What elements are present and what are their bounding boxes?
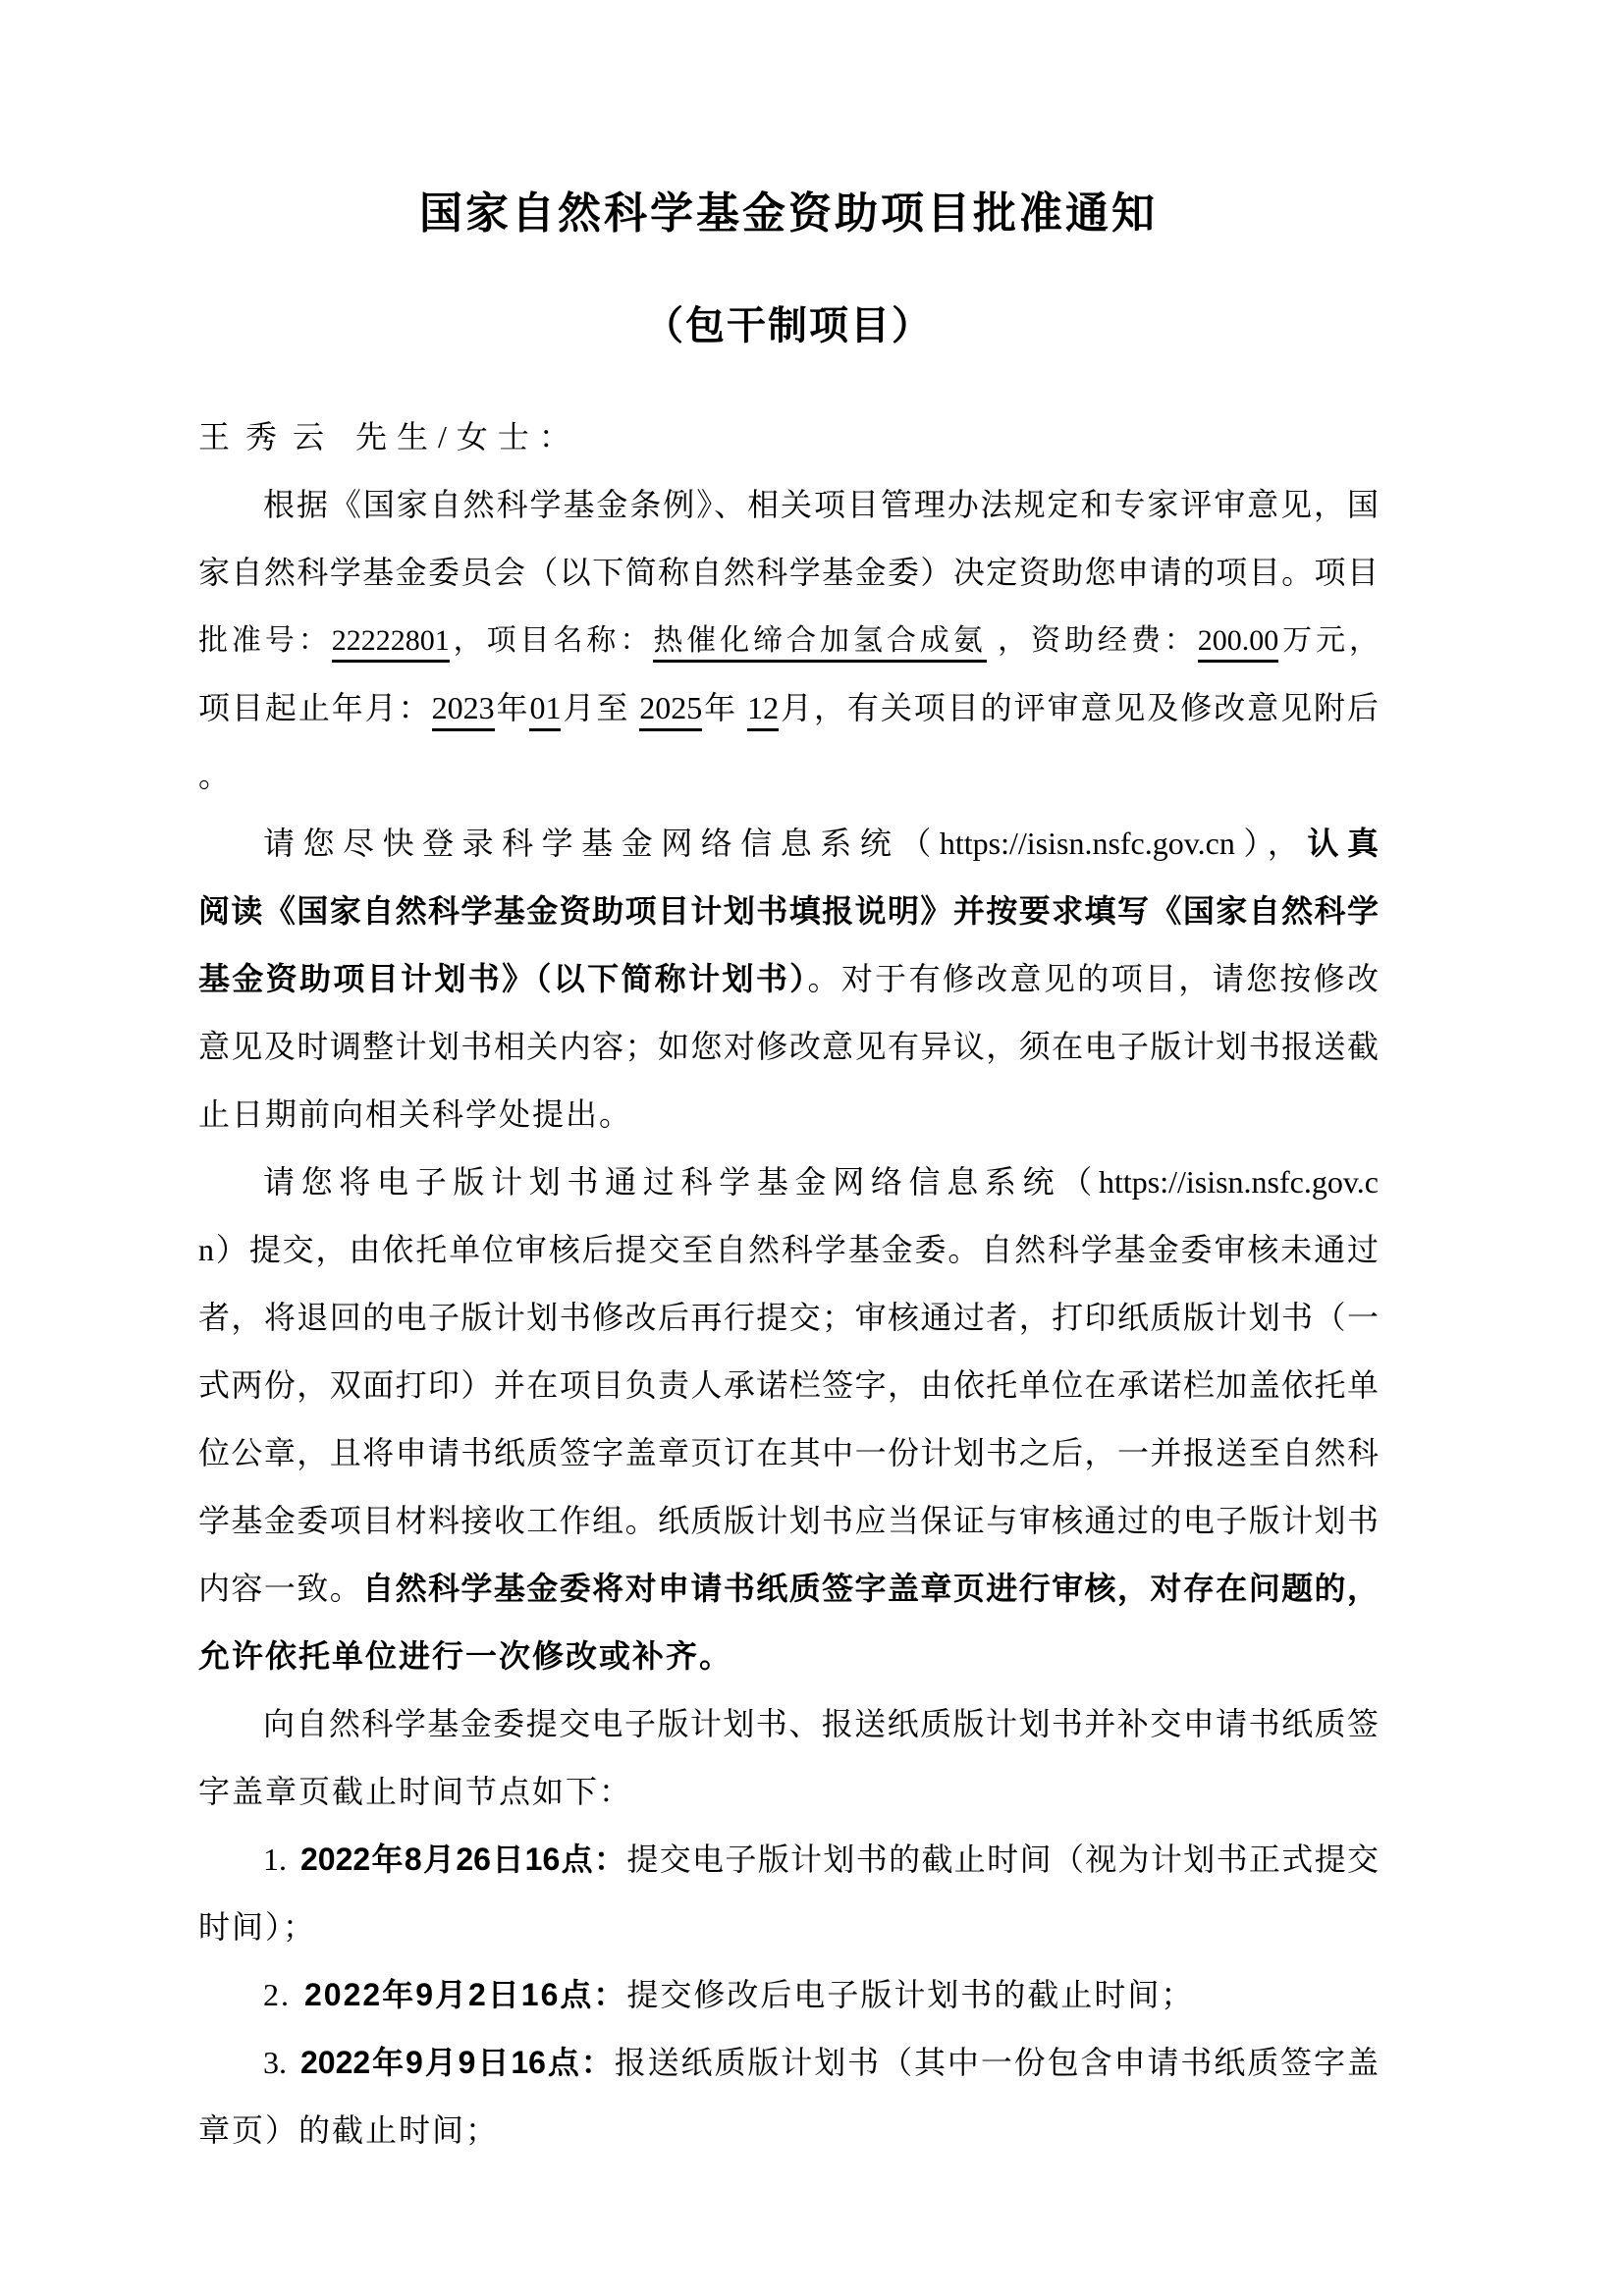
item-3-text: 报送纸质版计划书（其中一份包含申请书纸质签字盖 (614, 2045, 1379, 2080)
paragraph3-line5: 位公章，且将申请书纸质签字盖章页订在其中一份计划书之后，一并报送至自然科 (198, 1435, 1379, 1470)
item-1-date: 2022年8月26日16点： (300, 1842, 627, 1877)
review-warning-bold-text: 自然科学基金委将对申请书纸质签字盖章页进行审核，对存在问题的， (362, 1571, 1379, 1606)
paragraph1-line1: 根据《国家自然科学基金条例》、相关项目管理办法规定和专家评审意见，国 (263, 487, 1379, 522)
paragraph1-line5: 。 (198, 758, 233, 793)
paragraph3-line4: 式两份，双面打印）并在项目负责人承诺栏签字，由依托单位在承诺栏加盖依托单 (198, 1367, 1379, 1403)
item-2-text: 提交修改后电子版计划书的截止时间； (626, 1977, 1195, 2012)
item-3-date: 2022年9月9日16点： (300, 2045, 615, 2080)
deadline-item-3 (198, 2029, 1379, 2097)
paragraph2-line3 (198, 945, 1379, 1013)
paragraph4-line2: 字盖章页截止时间节点如下： (198, 1774, 633, 1809)
recipient-name: 王秀云 (198, 419, 341, 454)
year-char: 年 (494, 690, 530, 725)
paragraph1-line2: 家自然科学基金委员会（以下简称自然科学基金委）决定资助您申请的项目。项目 (198, 555, 1379, 590)
end-year-value: 2025 (639, 690, 702, 731)
item-2-date: 2022年9月2日16点： (304, 1977, 627, 2012)
paragraph2-line5: 止日期前向相关科学处提出。 (198, 1096, 633, 1132)
start-month-value: 01 (529, 690, 561, 731)
document-subtitle: （包干制项目） (644, 304, 933, 347)
project-name-value: 热催化缔合加氢合成氨 (653, 624, 986, 663)
approval-no-label: 批准号： (198, 624, 332, 657)
salutation-suffix: 先生/女士： (355, 419, 580, 454)
item-1-text: 提交电子版计划书的截止时间（视为计划书正式提交 (626, 1842, 1379, 1877)
funding-unit: 万元， (1278, 624, 1380, 657)
paragraph4-line1: 向自然科学基金委提交电子版计划书、报送纸质版计划书并补交申请书纸质签 (263, 1706, 1379, 1741)
year-char-2: 年 (702, 690, 748, 725)
item-3-number: 3. (263, 2045, 287, 2080)
paragraph2-line1 (198, 810, 1379, 878)
deadline-item-2 (198, 1961, 1379, 2029)
paragraph3-line2: n）提交，由依托单位审核后提交至自然科学基金委。自然科学基金委审核未通过 (198, 1232, 1379, 1267)
paragraph3-line3: 者，将退回的电子版计划书修改后再行提交；审核通过者，打印纸质版计划书（一 (198, 1300, 1379, 1335)
document-title: 国家自然科学基金资助项目批准通知 (419, 189, 1158, 238)
paragraph3-line6: 学基金委项目材料接收工作组。纸质版计划书应当保证与审核通过的电子版计划书 (198, 1503, 1379, 1538)
end-month-value: 12 (747, 690, 779, 731)
project-name-label: ，项目名称： (449, 624, 654, 657)
paragraph3-line1: 请您将电子版计划书通过科学基金网络信息系统（https://isisn.nsfc.gov.c (263, 1164, 1379, 1200)
login-system-text: 请您尽快登录科学基金网络信息系统（https://isisn.nsfc.gov.cn）， (263, 826, 1308, 861)
content-consistent-text: 内容一致。 (198, 1571, 363, 1606)
paragraph2-line4: 意见及时调整计划书相关内容；如您对修改意见有异议，须在电子版计划书报送截 (198, 1029, 1379, 1064)
deadline-item-3-continuation: 章页）的截止时间； (198, 2112, 500, 2148)
deadline-item-1 (198, 1826, 1379, 1894)
paragraph3-line8: 允许依托单位进行一次修改或补齐。 (198, 1638, 733, 1674)
plan-book-bold-text: 基金资助项目计划书》（以下简称计划书） (198, 961, 808, 996)
deadline-item-1-continuation: 时间）； (198, 1909, 317, 1945)
emphasis-renzhen: 认真 (1307, 826, 1379, 861)
item-2-number: 2. (263, 1977, 291, 2012)
paragraph3-line7 (198, 1555, 1379, 1623)
month-to: 月至 (561, 690, 640, 725)
project-period-line (198, 674, 1379, 742)
salutation-line (198, 403, 1379, 471)
paragraph2-line2: 阅读《国家自然科学基金资助项目计划书填报说明》并按要求填写《国家自然科学 (198, 893, 1379, 929)
start-year-value: 2023 (432, 690, 495, 731)
item-1-number: 1. (263, 1842, 287, 1877)
period-label: 项目起止年月： (198, 690, 432, 725)
plan-book-regular-text: 。对于有修改意见的项目，请您按修改 (807, 961, 1379, 996)
approval-no-value: 22222801 (332, 624, 450, 663)
period-suffix: 月，有关项目的评审意见及修改意见附后 (779, 690, 1379, 725)
project-info-line (198, 607, 1379, 674)
funding-label: ，资助经费： (986, 624, 1198, 657)
funding-value: 200.00 (1198, 624, 1279, 663)
